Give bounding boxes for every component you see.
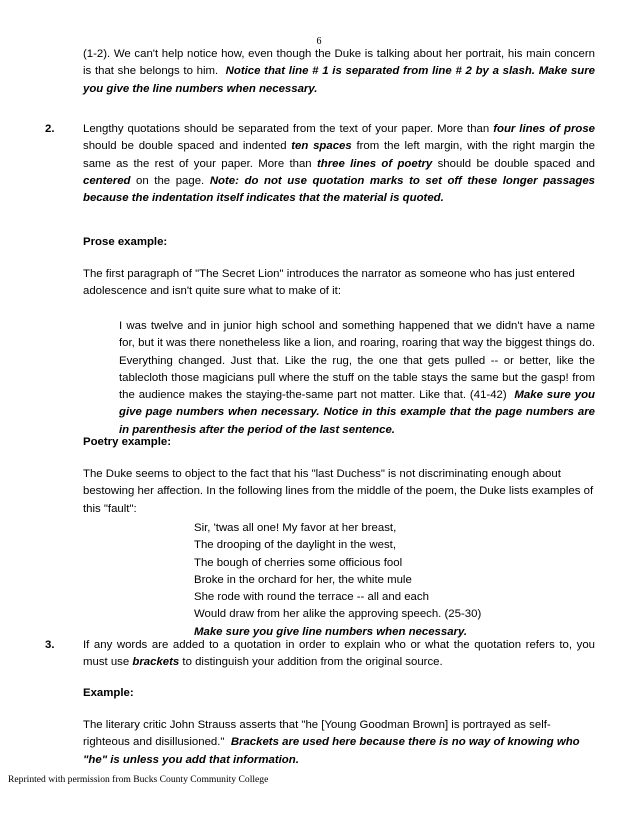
poem-line: Sir, 'twas all one! My favor at her breast,: [194, 522, 397, 534]
item-2-paragraph: [83, 121, 595, 207]
item-3-text-2: to distinguish your addition from the original source.: [179, 656, 443, 669]
prose-quote-note: Make sure you give page numbers when necessary. Notice in this example that the page numbers are in parenthesis after the period of the last sentence.: [119, 389, 595, 436]
item-2-text-2: should be double spaced and indented: [83, 140, 292, 153]
poem-line: The bough of cherries some officious fool: [194, 556, 403, 569]
poem-line: Would draw from her alike the approving speech. (25-30): [194, 608, 482, 621]
poem-line: The drooping of the daylight in the west,: [194, 539, 396, 552]
item-2-emphasis-spaces: ten spaces: [291, 140, 352, 153]
item-2-emphasis-poetry: three lines of poetry: [316, 157, 433, 170]
item-2-text-1: Lengthy quotations should be separated from the text of your paper. More than: [83, 123, 494, 135]
item-2-emphasis-prose: four lines of prose: [493, 123, 595, 135]
intro-emphasis: Notice that line # 1 is separated from line # 2 by a slash. Make sure you give the line numbers when necessary.: [83, 65, 595, 95]
poetry-example-heading: Poetry example:: [83, 436, 171, 448]
poem-line: Broke in the orchard for her, the white mule: [194, 573, 412, 586]
prose-example-heading: Prose example:: [83, 236, 168, 248]
item-3-text-1: If any words are added to a quotation in order to explain who or what the quotation refers to, you must use: [83, 639, 595, 669]
footer-credit: Reprinted with permission from Bucks County Community College: [8, 774, 269, 785]
item-2-text-4: should be double spaced and: [432, 157, 595, 170]
intro-text: (1-2). We can't help notice how, even though the Duke is talking about her portrait, his main concern is that she belongs to him.: [83, 48, 595, 78]
item-3-emphasis-brackets: brackets: [132, 656, 180, 669]
page-number: 6: [316, 36, 322, 47]
item-3-number: 3.: [45, 639, 55, 651]
item-2-number: 2.: [45, 123, 55, 135]
item-3-example-text: The literary critic John Strauss asserts that "he [Young Goodman Brown] is portrayed as self-righteous and disillusioned.": [83, 719, 551, 749]
prose-block-quote: [119, 318, 595, 439]
poem-note: Make sure you give line numbers when necessary.: [194, 625, 468, 638]
item-3-example-paragraph: [83, 717, 595, 769]
item-3-example-heading: Example:: [83, 687, 134, 699]
prose-example-intro: The first paragraph of "The Secret Lion" introduces the narrator as someone who has just entered adolescence and isn't quite sure what to make of it:: [83, 268, 575, 298]
prose-quote-text: I was twelve and in junior high school and something happened that we didn't have a name for, but it was there nonetheless like a lion, and roaring, roaring that way the biggest things do. Everything changed. Just that. Like the rug, the one that gets pulled -- or better, like the tablecloth those magicians pull where the stuff on the table stays the same but the gasp! from the audience makes the staying-the-same part not matter. Like that. (41-42): [119, 320, 595, 402]
item-3-paragraph: [83, 637, 595, 672]
item-2-text-3: from the left margin, with the right margin the same as the rest of your paper. More than: [83, 140, 595, 170]
item-2-note: Note: do not use quotation marks to set off these longer passages because the indentation itself indicates that the material is quoted.: [83, 174, 595, 205]
poem-block-quote: [194, 520, 614, 641]
poem-line: She rode with round the terrace -- all and each: [194, 591, 429, 604]
item-3-example-note: Brackets are used here because there is no way of knowing who "he" is unless you add that information.: [83, 736, 580, 766]
poetry-example-intro: The Duke seems to object to the fact that his "last Duchess" is not discriminating enough about bestowing her affection. In the following lines from the middle of the poem, the Duke lists examples of this "fault":: [83, 468, 594, 515]
intro-paragraph: [83, 46, 595, 98]
item-2-emphasis-centered: centered: [83, 174, 131, 187]
item-2-text-5: on the page.: [130, 174, 210, 187]
